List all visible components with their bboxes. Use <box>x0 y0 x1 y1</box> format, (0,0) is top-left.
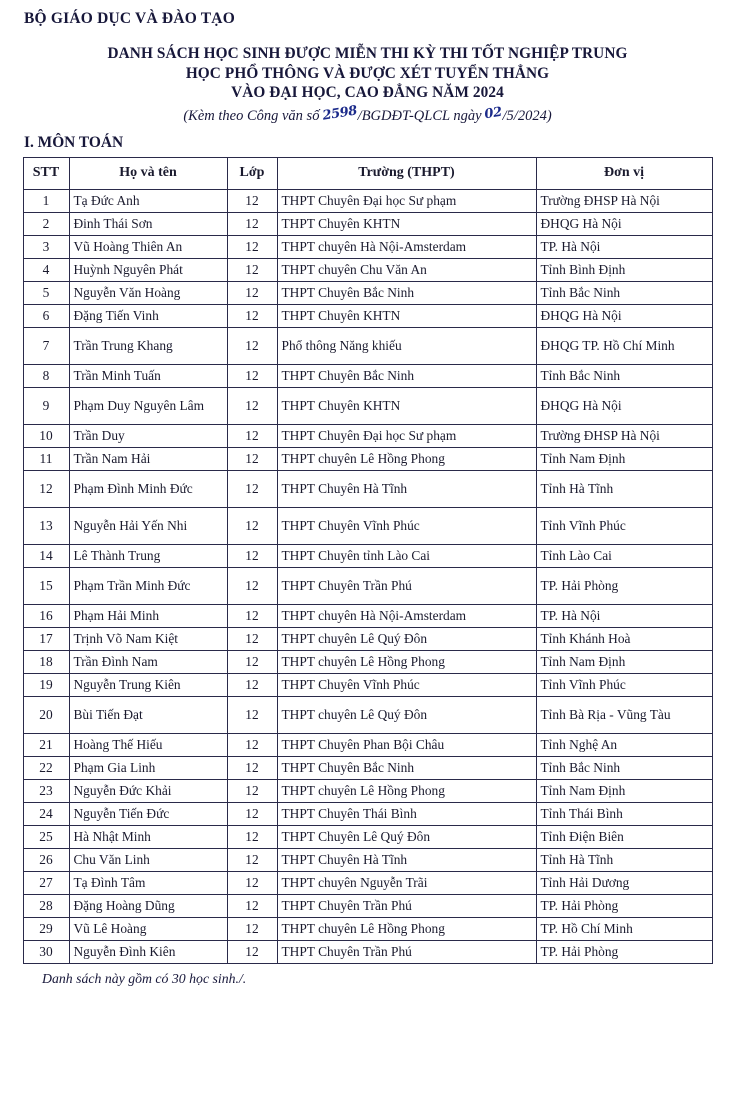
cell-name: Đặng Hoàng Dũng <box>69 894 227 917</box>
cell-class: 12 <box>227 627 277 650</box>
table-row <box>23 235 712 258</box>
table-body <box>23 189 712 963</box>
cell-class: 12 <box>227 894 277 917</box>
cell-class: 12 <box>227 235 277 258</box>
cell-school: THPT chuyên Lê Hồng Phong <box>277 779 536 802</box>
cell-stt: 12 <box>23 470 69 507</box>
list-footnote: Danh sách này gồm có 30 học sinh./. <box>42 970 247 986</box>
cell-school: THPT Chuyên Trần Phú <box>277 940 536 963</box>
cell-stt: 18 <box>23 650 69 673</box>
cell-name: Phạm Hải Minh <box>69 604 227 627</box>
cell-name: Huỳnh Nguyên Phát <box>69 258 227 281</box>
title-line-3: VÀO ĐẠI HỌC, CAO ĐẲNG NĂM 2024 <box>231 84 504 102</box>
cell-school: Phổ thông Năng khiếu <box>277 327 536 364</box>
cell-school: THPT chuyên Lê Quý Đôn <box>277 627 536 650</box>
cell-stt: 7 <box>23 327 69 364</box>
document-title <box>22 44 713 103</box>
cell-name: Tạ Đình Tâm <box>69 871 227 894</box>
cell-class: 12 <box>227 673 277 696</box>
cell-unit: TP. Hà Nội <box>536 235 712 258</box>
cell-school: THPT chuyên Lê Hồng Phong <box>277 447 536 470</box>
cell-class: 12 <box>227 304 277 327</box>
reference-suffix: /5/2024) <box>502 107 552 124</box>
cell-stt: 2 <box>23 212 69 235</box>
table-row <box>23 627 712 650</box>
cell-class: 12 <box>227 650 277 673</box>
cell-school: THPT Chuyên Phan Bội Châu <box>277 733 536 756</box>
cell-stt: 14 <box>23 544 69 567</box>
cell-unit: Tỉnh Hà Tĩnh <box>536 470 712 507</box>
cell-unit: ĐHQG Hà Nội <box>536 304 712 327</box>
cell-stt: 23 <box>23 779 69 802</box>
table-row <box>23 189 712 212</box>
document-reference <box>22 103 713 125</box>
cell-name: Trần Duy <box>69 424 227 447</box>
cell-unit: Tỉnh Lào Cai <box>536 544 712 567</box>
table-row <box>23 733 712 756</box>
ministry-name: BỘ GIÁO DỤC VÀ ĐÀO TẠO <box>24 10 235 27</box>
cell-stt: 17 <box>23 627 69 650</box>
cell-name: Nguyễn Đình Kiên <box>69 940 227 963</box>
cell-class: 12 <box>227 447 277 470</box>
cell-unit: Tỉnh Bắc Ninh <box>536 756 712 779</box>
cell-stt: 22 <box>23 756 69 779</box>
column-header-unit: Đơn vị <box>536 157 712 189</box>
column-header-stt: STT <box>23 157 69 189</box>
table-row <box>23 848 712 871</box>
table-row <box>23 604 712 627</box>
cell-name: Vũ Hoàng Thiên An <box>69 235 227 258</box>
cell-class: 12 <box>227 470 277 507</box>
cell-unit: Tỉnh Bắc Ninh <box>536 281 712 304</box>
column-header-class: Lớp <box>227 157 277 189</box>
cell-unit: Tỉnh Thái Bình <box>536 802 712 825</box>
table-row <box>23 696 712 733</box>
cell-name: Đinh Thái Sơn <box>69 212 227 235</box>
cell-class: 12 <box>227 507 277 544</box>
table-row <box>23 917 712 940</box>
cell-school: THPT Chuyên Bắc Ninh <box>277 756 536 779</box>
cell-school: THPT Chuyên Trần Phú <box>277 894 536 917</box>
cell-class: 12 <box>227 779 277 802</box>
cell-class: 12 <box>227 327 277 364</box>
cell-class: 12 <box>227 756 277 779</box>
cell-school: THPT chuyên Lê Hồng Phong <box>277 917 536 940</box>
cell-class: 12 <box>227 212 277 235</box>
cell-unit: TP. Hải Phòng <box>536 940 712 963</box>
cell-unit: Tỉnh Điện Biên <box>536 825 712 848</box>
cell-name: Đặng Tiến Vinh <box>69 304 227 327</box>
cell-stt: 24 <box>23 802 69 825</box>
cell-name: Nguyễn Đức Khải <box>69 779 227 802</box>
table-row <box>23 567 712 604</box>
cell-unit: Tỉnh Bắc Ninh <box>536 364 712 387</box>
title-line-2: HỌC PHỔ THÔNG VÀ ĐƯỢC XÉT TUYỂN THẲNG <box>185 64 550 82</box>
handwritten-day: 02 <box>483 104 504 123</box>
cell-class: 12 <box>227 825 277 848</box>
cell-stt: 13 <box>23 507 69 544</box>
cell-class: 12 <box>227 281 277 304</box>
cell-name: Nguyễn Văn Hoàng <box>69 281 227 304</box>
cell-name: Phạm Đình Minh Đức <box>69 470 227 507</box>
table-row <box>23 304 712 327</box>
cell-school: THPT Chuyên KHTN <box>277 387 536 424</box>
cell-school: THPT chuyên Hà Nội-Amsterdam <box>277 235 536 258</box>
cell-stt: 30 <box>23 940 69 963</box>
table-row <box>23 424 712 447</box>
cell-stt: 16 <box>23 604 69 627</box>
cell-stt: 9 <box>23 387 69 424</box>
cell-name: Vũ Lê Hoàng <box>69 917 227 940</box>
table-row <box>23 779 712 802</box>
cell-name: Hoàng Thế Hiếu <box>69 733 227 756</box>
cell-stt: 4 <box>23 258 69 281</box>
cell-unit: Tỉnh Nam Định <box>536 447 712 470</box>
reference-middle: /BGDĐT-QLCL ngày <box>357 107 486 124</box>
cell-class: 12 <box>227 544 277 567</box>
cell-stt: 15 <box>23 567 69 604</box>
handwritten-doc-number: 2598 <box>321 103 359 124</box>
cell-school: THPT Chuyên KHTN <box>277 212 536 235</box>
cell-unit: Tỉnh Bà Rịa - Vũng Tàu <box>536 696 712 733</box>
cell-name: Nguyễn Hải Yến Nhi <box>69 507 227 544</box>
table-row <box>23 894 712 917</box>
cell-class: 12 <box>227 848 277 871</box>
table-row <box>23 673 712 696</box>
cell-unit: TP. Hà Nội <box>536 604 712 627</box>
cell-school: THPT Chuyên Vĩnh Phúc <box>277 673 536 696</box>
table-row <box>23 364 712 387</box>
column-header-name: Họ và tên <box>69 157 227 189</box>
cell-class: 12 <box>227 424 277 447</box>
cell-unit: ĐHQG TP. Hồ Chí Minh <box>536 327 712 364</box>
table-row <box>23 470 712 507</box>
cell-school: THPT Chuyên Hà Tĩnh <box>277 470 536 507</box>
cell-unit: Tỉnh Vĩnh Phúc <box>536 673 712 696</box>
cell-school: THPT Chuyên Lê Quý Đôn <box>277 825 536 848</box>
table-row <box>23 258 712 281</box>
cell-class: 12 <box>227 567 277 604</box>
cell-unit: ĐHQG Hà Nội <box>536 212 712 235</box>
table-header-row <box>23 157 712 189</box>
cell-school: THPT Chuyên Trần Phú <box>277 567 536 604</box>
cell-name: Nguyễn Tiến Đức <box>69 802 227 825</box>
cell-unit: TP. Hồ Chí Minh <box>536 917 712 940</box>
column-header-school: Trường (THPT) <box>277 157 536 189</box>
cell-unit: TP. Hải Phòng <box>536 567 712 604</box>
cell-name: Tạ Đức Anh <box>69 189 227 212</box>
cell-class: 12 <box>227 917 277 940</box>
table-row <box>23 281 712 304</box>
cell-school: THPT Chuyên Thái Bình <box>277 802 536 825</box>
cell-unit: Tỉnh Hải Dương <box>536 871 712 894</box>
cell-class: 12 <box>227 802 277 825</box>
table-row <box>23 825 712 848</box>
cell-unit: Tỉnh Nam Định <box>536 650 712 673</box>
cell-stt: 1 <box>23 189 69 212</box>
cell-stt: 20 <box>23 696 69 733</box>
cell-stt: 21 <box>23 733 69 756</box>
cell-school: THPT chuyên Lê Hồng Phong <box>277 650 536 673</box>
cell-unit: ĐHQG Hà Nội <box>536 387 712 424</box>
cell-name: Hà Nhật Minh <box>69 825 227 848</box>
cell-unit: Tỉnh Nam Định <box>536 779 712 802</box>
table-row <box>23 387 712 424</box>
table-row <box>23 544 712 567</box>
cell-class: 12 <box>227 696 277 733</box>
table-row <box>23 447 712 470</box>
cell-school: THPT Chuyên Đại học Sư phạm <box>277 424 536 447</box>
cell-school: THPT chuyên Hà Nội-Amsterdam <box>277 604 536 627</box>
cell-stt: 8 <box>23 364 69 387</box>
table-row <box>23 212 712 235</box>
cell-school: THPT chuyên Chu Văn An <box>277 258 536 281</box>
table-row <box>23 650 712 673</box>
cell-unit: Tỉnh Nghệ An <box>536 733 712 756</box>
cell-unit: Tỉnh Vĩnh Phúc <box>536 507 712 544</box>
table-row <box>23 802 712 825</box>
cell-name: Phạm Gia Linh <box>69 756 227 779</box>
cell-name: Phạm Duy Nguyên Lâm <box>69 387 227 424</box>
cell-name: Chu Văn Linh <box>69 848 227 871</box>
cell-stt: 25 <box>23 825 69 848</box>
cell-class: 12 <box>227 364 277 387</box>
table-row <box>23 756 712 779</box>
cell-name: Trịnh Võ Nam Kiệt <box>69 627 227 650</box>
cell-stt: 10 <box>23 424 69 447</box>
cell-stt: 26 <box>23 848 69 871</box>
section-heading: I. MÔN TOÁN <box>24 133 124 151</box>
cell-stt: 5 <box>23 281 69 304</box>
cell-name: Trần Minh Tuấn <box>69 364 227 387</box>
title-line-1: DANH SÁCH HỌC SINH ĐƯỢC MIỄN THI KỲ THI TỐT NGHIỆP TRUNG <box>107 45 628 62</box>
cell-stt: 28 <box>23 894 69 917</box>
cell-unit: TP. Hải Phòng <box>536 894 712 917</box>
cell-school: THPT chuyên Lê Quý Đôn <box>277 696 536 733</box>
cell-school: THPT Chuyên Bắc Ninh <box>277 364 536 387</box>
cell-name: Bùi Tiến Đạt <box>69 696 227 733</box>
table-row <box>23 871 712 894</box>
cell-school: THPT Chuyên KHTN <box>277 304 536 327</box>
cell-name: Trần Trung Khang <box>69 327 227 364</box>
table-row <box>23 940 712 963</box>
cell-name: Nguyễn Trung Kiên <box>69 673 227 696</box>
cell-school: THPT Chuyên Vĩnh Phúc <box>277 507 536 544</box>
cell-name: Trần Nam Hải <box>69 447 227 470</box>
cell-class: 12 <box>227 189 277 212</box>
cell-unit: Tỉnh Hà Tĩnh <box>536 848 712 871</box>
cell-school: THPT Chuyên Đại học Sư phạm <box>277 189 536 212</box>
cell-unit: Tỉnh Bình Định <box>536 258 712 281</box>
cell-class: 12 <box>227 387 277 424</box>
cell-class: 12 <box>227 604 277 627</box>
cell-unit: Tỉnh Khánh Hoà <box>536 627 712 650</box>
cell-name: Lê Thành Trung <box>69 544 227 567</box>
cell-school: THPT Chuyên Bắc Ninh <box>277 281 536 304</box>
cell-stt: 11 <box>23 447 69 470</box>
cell-unit: Trường ĐHSP Hà Nội <box>536 424 712 447</box>
cell-name: Phạm Trần Minh Đức <box>69 567 227 604</box>
cell-unit: Trường ĐHSP Hà Nội <box>536 189 712 212</box>
reference-prefix: (Kèm theo Công văn số <box>183 107 324 124</box>
cell-class: 12 <box>227 871 277 894</box>
cell-class: 12 <box>227 940 277 963</box>
cell-stt: 19 <box>23 673 69 696</box>
cell-class: 12 <box>227 733 277 756</box>
cell-school: THPT chuyên Nguyễn Trãi <box>277 871 536 894</box>
cell-class: 12 <box>227 258 277 281</box>
cell-stt: 27 <box>23 871 69 894</box>
student-list-table <box>23 157 713 964</box>
table-row <box>23 507 712 544</box>
cell-school: THPT Chuyên Hà Tĩnh <box>277 848 536 871</box>
cell-stt: 3 <box>23 235 69 258</box>
cell-stt: 29 <box>23 917 69 940</box>
cell-stt: 6 <box>23 304 69 327</box>
table-row <box>23 327 712 364</box>
cell-school: THPT Chuyên tỉnh Lào Cai <box>277 544 536 567</box>
cell-name: Trần Đình Nam <box>69 650 227 673</box>
